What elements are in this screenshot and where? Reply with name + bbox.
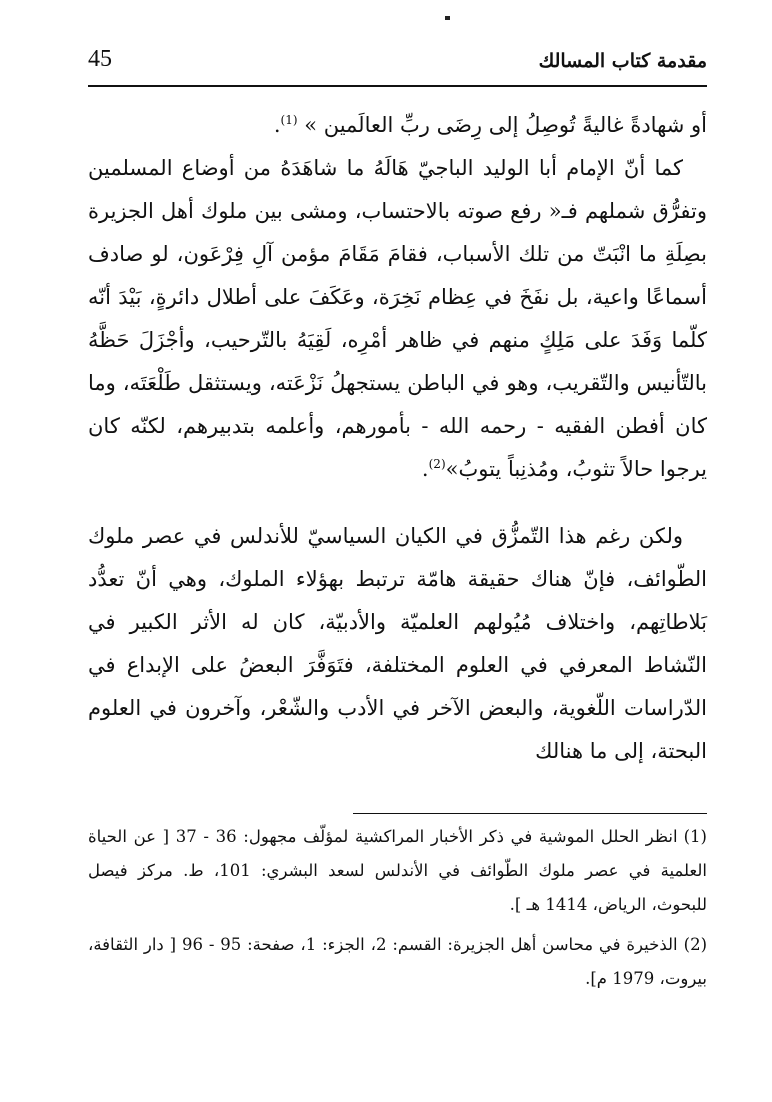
paragraph-2	[88, 147, 707, 491]
paragraph-3	[88, 515, 707, 773]
paragraph-text: ولكن رغم هذا التّمزُّق في الكيان السياسيّ للأندلس في عصر ملوك الطّوائف، فإنّ هناك حقيقة هامّة ترتبط بهؤلاء الملوك، وهي أنّ تعدُّد بَلاطاتِهم، واختلاف مُيُولهم العلميّة والأدبيّة، كان له الأثر الكبير في النّشاط المعرفي في العلوم المختلفة، فتَوَفَّرَ البعضُ على الإبداع في الدّراسات اللّغوية، والبعض الآخر في الأدب والشّعْر، وآخرون في العلوم البحتة، إلى ما هنالك	[88, 524, 707, 763]
footnote-number: (1)	[683, 827, 707, 846]
footnote-text: انظر الحلل الموشية في ذكر الأخبار المراكشية لمؤلّف مجهول: 36 - 37 [ عن الحياة العلمية في عصر ملوك الطّوائف في الأندلس لسعد البشري: 101، ط. مركز فيصل للبحوث، الرياض، 1414 هـ ].	[88, 827, 707, 914]
printing-mark	[445, 16, 450, 20]
footnote-ref-2: (2)	[428, 457, 446, 471]
body-text	[88, 104, 707, 773]
paragraph-end: .	[421, 457, 429, 481]
page-header	[88, 44, 707, 84]
paragraph-text: أو شهادةً غاليةً تُوصِلُ إلى رِضَى ربِّ العالَمين »	[297, 113, 707, 137]
page-number: 45	[88, 46, 112, 72]
footnote-rule	[353, 813, 707, 814]
footnote-number: (2)	[683, 935, 707, 954]
footnote-1	[88, 820, 707, 922]
footnote-text: الذخيرة في محاسن أهل الجزيرة: القسم: 2، الجزء: 1، صفحة: 95 - 96 [ دار الثقافة، بيروت، 1979 م].	[88, 935, 707, 988]
footnote-2	[88, 928, 707, 996]
paragraph-gap	[88, 491, 707, 515]
footnotes	[88, 820, 707, 1002]
paragraph-end: .	[273, 113, 281, 137]
paragraph-1	[88, 104, 707, 147]
footnote-ref-1: (1)	[280, 113, 298, 127]
running-title: مقدمة كتاب المسالك	[538, 50, 707, 72]
header-rule	[88, 85, 707, 87]
paragraph-text: كما أنّ الإمام أبا الوليد الباجيّ هَالَهُ ما شاهَدَهُ من أوضاع المسلمين وتفرُّق شملهم فـ« رفع صوته بالاحتساب، ومشى بين ملوك أهل الجزيرة بصِلَةِ ما انْبَتّ من تلك الأسباب، فقامَ مَقَامَ مؤمن آلِ فِرْعَون، لو صادف أسماعًا واعية، بل نفَخَ في عِظام نَخِرَة، وعَكَفَ على أطلال دائرةٍ، بَيْدَ أنّه كلّما وَفَدَ على مَلِكٍ منهم في ظاهر أمْرِه، لَقِيَهُ بالتّرحيب، وأجْزَلَ حَظَّهُ بالتّأنيس والتّقريب، وهو في الباطن يستجهلُ نَزْعَته، ويستثقل طَلْعَتَه، وما كان أفطن الفقيه - رحمه الله - بأمورهم، وأعلمه بتدبيرهم، لكنّه كان يرجوا حالاً تثوبُ، ومُذنِباً يتوبُ»	[88, 156, 707, 481]
